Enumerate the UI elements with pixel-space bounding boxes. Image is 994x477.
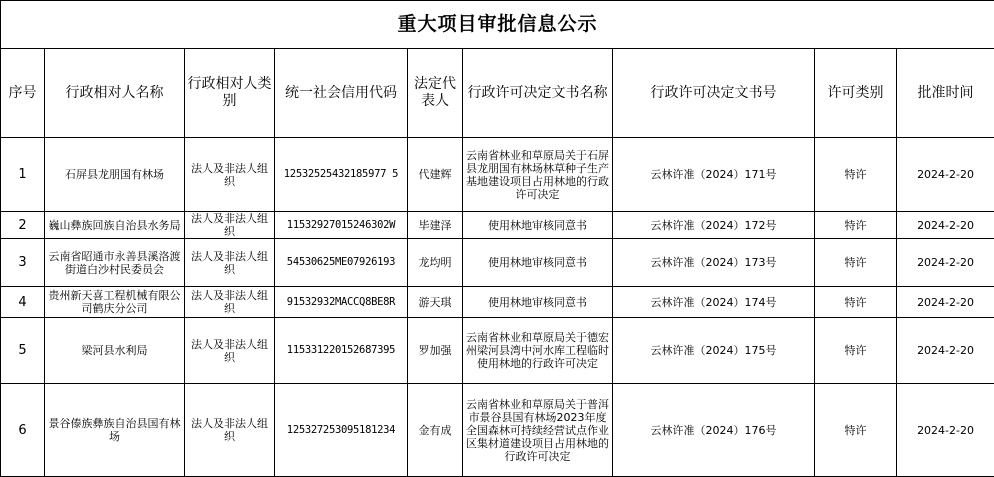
row-doc-number: 云林许准（2024）172号: [613, 212, 815, 239]
row-approval-date: 2024-2-20: [897, 318, 994, 384]
table-row: [1, 212, 994, 239]
row-seq: 2: [1, 212, 45, 239]
table-row: [1, 239, 994, 287]
page-title: 重大项目审批信息公示: [1, 1, 994, 49]
row-credit-code: 115331220152687395: [275, 318, 408, 384]
row-legal-rep: 代建辉: [408, 138, 463, 212]
row-legal-rep: 金有成: [408, 384, 463, 477]
row-seq: 5: [1, 318, 45, 384]
row-approval-date: 2024-2-20: [897, 138, 994, 212]
row-name: 石屏县龙朋国有林场: [45, 138, 185, 212]
header-license-type: 许可类别: [815, 49, 897, 138]
header-category: 行政相对人类别: [185, 49, 275, 138]
row-doc-number: 云林许准（2024）174号: [613, 287, 815, 318]
row-credit-code: 125327253095181234: [275, 384, 408, 477]
row-category: 法人及非法人组织: [185, 138, 275, 212]
row-legal-rep: 罗加强: [408, 318, 463, 384]
row-credit-code: 11532927015246302W: [275, 212, 408, 239]
header-row: [1, 49, 994, 138]
row-doc-number: 云林许准（2024）171号: [613, 138, 815, 212]
table-row: [1, 138, 994, 212]
row-credit-code: 12532525432185977 5: [275, 138, 408, 212]
row-approval-date: 2024-2-20: [897, 384, 994, 477]
table-row: [1, 318, 994, 384]
row-name: 巍山彝族回族自治县水务局: [45, 212, 185, 239]
row-category: 法人及非法人组织: [185, 318, 275, 384]
row-doc-number: 云林许准（2024）175号: [613, 318, 815, 384]
row-name: 云南省昭通市永善县溪洛渡街道白沙村民委员会: [45, 239, 185, 287]
row-category: 法人及非法人组织: [185, 212, 275, 239]
row-doc-number: 云林许准（2024）173号: [613, 239, 815, 287]
row-name: 梁河县水利局: [45, 318, 185, 384]
row-approval-date: 2024-2-20: [897, 287, 994, 318]
row-legal-rep: 毕建泽: [408, 212, 463, 239]
row-license-type: 特许: [815, 384, 897, 477]
row-license-type: 特许: [815, 287, 897, 318]
row-approval-date: 2024-2-20: [897, 212, 994, 239]
row-doc-name: 云南省林业和草原局关于德宏州梁河县湾中河水库工程临时使用林地的行政许可决定: [463, 318, 613, 384]
header-doc-number: 行政许可决定文书号: [613, 49, 815, 138]
row-license-type: 特许: [815, 138, 897, 212]
header-approval-date: 批准时间: [897, 49, 994, 138]
row-license-type: 特许: [815, 239, 897, 287]
header-doc-name: 行政许可决定文书名称: [463, 49, 613, 138]
row-category: 法人及非法人组织: [185, 384, 275, 477]
row-category: 法人及非法人组织: [185, 239, 275, 287]
header-credit-code: 统一社会信用代码: [275, 49, 408, 138]
row-seq: 1: [1, 138, 45, 212]
row-name: 贵州新天喜工程机械有限公司鹤庆分公司: [45, 287, 185, 318]
row-seq: 4: [1, 287, 45, 318]
row-doc-name: 云南省林业和草原局关于普洱市景谷县国有林场2023年度全国森林可持续经营试点作业区集材道建设项目占用林地的行政许可决定: [463, 384, 613, 477]
row-credit-code: 91532932MACCQ8BE8R: [275, 287, 408, 318]
row-doc-name: 使用林地审核同意书: [463, 212, 613, 239]
row-doc-name: 云南省林业和草原局关于石屏县龙朋国有林场林草种子生产基地建设项目占用林地的行政许可决定: [463, 138, 613, 212]
row-legal-rep: 游天琪: [408, 287, 463, 318]
row-doc-name: 使用林地审核同意书: [463, 287, 613, 318]
row-name: 景谷傣族彝族自治县国有林场: [45, 384, 185, 477]
header-legal-rep: 法定代表人: [408, 49, 463, 138]
header-name: 行政相对人名称: [45, 49, 185, 138]
row-credit-code: 54530625ME07926193: [275, 239, 408, 287]
table-row: [1, 287, 994, 318]
row-category: 法人及非法人组织: [185, 287, 275, 318]
row-doc-number: 云林许准（2024）176号: [613, 384, 815, 477]
table-row: [1, 384, 994, 477]
header-seq: 序号: [1, 49, 45, 138]
row-license-type: 特许: [815, 212, 897, 239]
row-seq: 6: [1, 384, 45, 477]
row-license-type: 特许: [815, 318, 897, 384]
row-seq: 3: [1, 239, 45, 287]
row-legal-rep: 龙均明: [408, 239, 463, 287]
row-doc-name: 使用林地审核同意书: [463, 239, 613, 287]
row-approval-date: 2024-2-20: [897, 239, 994, 287]
